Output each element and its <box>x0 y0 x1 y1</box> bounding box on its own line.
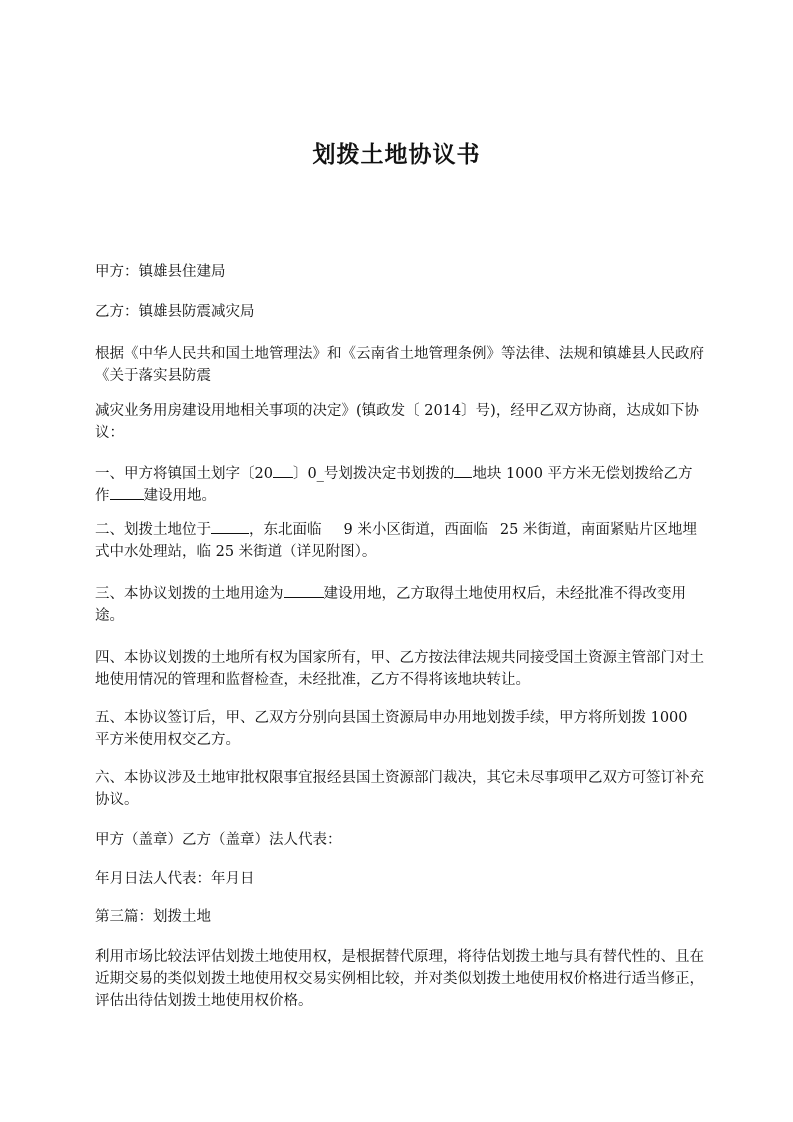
date-line: 年月日法人代表：年月日 <box>95 871 255 887</box>
blank-field <box>211 519 249 534</box>
clause-3-text-a: 三、本协议划拨的土地用途为 <box>95 586 284 602</box>
signature-line: 甲方（盖章）乙方（盖章）法人代表： <box>95 832 342 848</box>
section-body: 利用市场比较法评估划拨土地使用权，是根据替代原理，将待估划拨土地与具有替代性的、且在近期交易的类似划拨土地使用权交易实例相比较，并对类似划拨土地使用权价格进行适当修正，评估出待估划拨土地使用权价格。 <box>95 949 704 1009</box>
clause-1-text-c: 地块 1000 平方米无偿划拨给乙方作 <box>95 466 693 504</box>
blank-field <box>110 485 144 500</box>
clause-2 <box>95 519 705 563</box>
section-title: 第三篇：划拨土地 <box>95 909 211 925</box>
blank-field <box>454 463 472 478</box>
clause-1 <box>95 463 705 507</box>
clause-6: 六、本协议涉及土地审批权限事宜报经县国土资源部门裁决，其它未尽事项甲乙双方可签订补充协议。 <box>95 770 704 808</box>
blank-field <box>273 463 293 478</box>
clause-3 <box>95 583 705 627</box>
basis-paragraph-1: 根据《中华人民共和国土地管理法》和《云南省土地管理条例》等法律、法规和镇雄县人民政府《关于落实县防震 <box>95 346 704 384</box>
document-title: 划拨土地协议书 <box>312 142 481 168</box>
clause-1-text-d: 建设用地。 <box>143 488 216 504</box>
clause-1-text-b: 〕0_号划拨决定书划拨的 <box>292 466 455 482</box>
clause-2-text-d: 25 米街道，南面紧贴片区地埋式中水处理站，临 25 米街道（详见附图）。 <box>95 522 697 560</box>
party-a: 甲方：镇雄县住建局 <box>95 264 226 280</box>
clause-1-text-a: 一、甲方将镇国土划字〔20 <box>95 466 273 482</box>
basis-paragraph-2: 减灾业务用房建设用地相关事项的决定》(镇政发〔 2014〕号)，经甲乙双方协商，达成如下协议： <box>95 403 699 441</box>
clause-5: 五、本协议签订后，甲、乙双方分别向县国土资源局申办用地划拨手续，甲方将所划拨 1000 平方米使用权交乙方。 <box>95 710 688 748</box>
clause-2-text-b: ，东北面临 <box>249 522 322 538</box>
party-b: 乙方：镇雄县防震减灾局 <box>95 304 255 320</box>
blank-field <box>284 583 324 598</box>
clause-2-text-a: 二、划拨土地位于 <box>95 522 211 538</box>
clause-3-text-b: 建设用地，乙方取得土地使用权后，未经批准不得改变用途。 <box>95 586 686 624</box>
clause-2-text-c: 9 米小区街道，西面临 <box>343 522 488 538</box>
clause-4: 四、本协议划拨的土地所有权为国家所有，甲、乙方按法律法规共同接受国土资源主管部门对土地使用情况的管理和监督检查，未经批准，乙方不得将该地块转让。 <box>95 650 704 688</box>
